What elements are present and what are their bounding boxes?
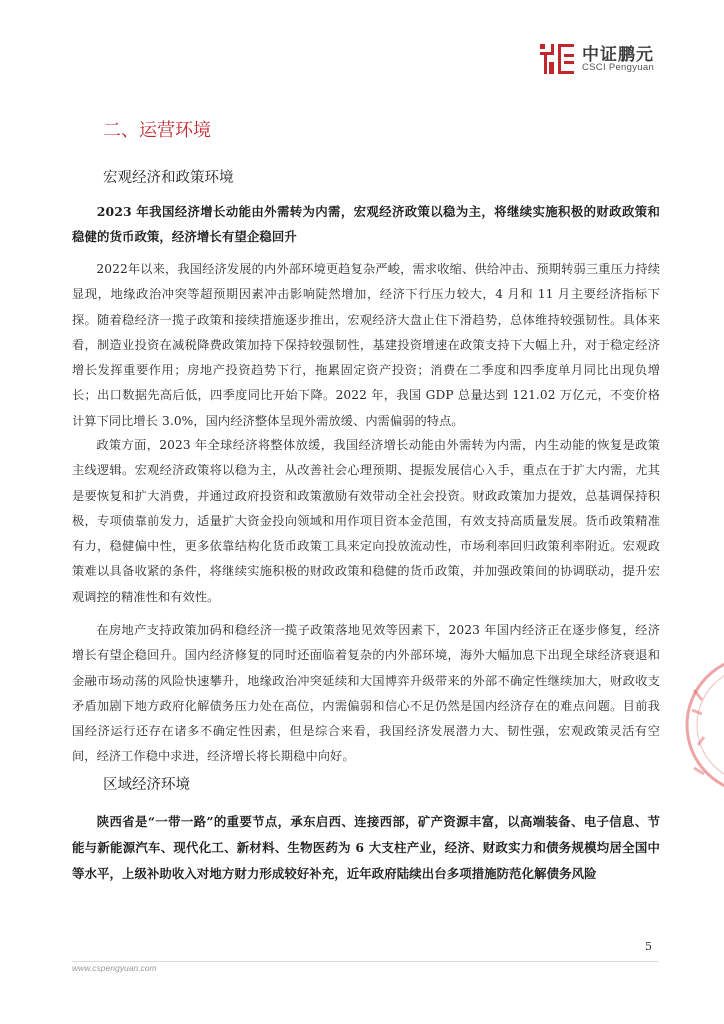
section-title: 二、运营环境 (103, 120, 211, 141)
seal-stamp-icon (680, 650, 724, 800)
footer-divider (72, 961, 658, 962)
logo-mark-icon (538, 40, 578, 76)
macro-paragraph-2: 政策方面，2023 年全球经济将整体放缓，我国经济增长动能由外需转为内需，内生动能的恢复是政策主线逻辑。宏观经济政策将以稳为主，从改善社会心理预期、提振发展信心入手，重点在于扩大内需，尤其是要恢复和扩大消费，并通过政府投资和政策激励有效带动全社会投资。财政政策加力提效，总基调保持积极，专项债靠前发力，适量扩大资金投向领域和用作项目资本金范围，有效支持高质量发展。货币政策精准有力，稳健偏中性，更多依靠结构化货币政策工具来定向投放流动性，市场利率回归政策利率附近。宏观政策难以具备收紧的条件，将继续实施积极的财政政策和稳健的货币政策，并加强政策间的协调联动，提升宏观调控的精准性和有效性。 (72, 438, 660, 604)
regional-subsection-title: 区域经济环境 (103, 777, 190, 793)
macro-summary: 2023 年我国经济增长动能由外需转为内需，宏观经济政策以稳为主，将继续实施积极的财政政策和稳健的货币政策，经济增长有望企稳回升 (72, 204, 660, 245)
company-logo (538, 40, 678, 76)
macro-paragraph-3: 在房地产支持政策加码和稳经济一揽子政策落地见效等因素下，2023 年国内经济正在逐步修复，经济增长有望企稳回升。国内经济修复的同时还面临着复杂的内外部环境，海外大幅加息下出现全球经济衰退和金融市场动荡的风险快速攀升，地缘政治冲突延续和大国博弈升级带来的外部不确定性继续加大，财政收支矛盾加剧下地方政府化解债务压力处在高位，内需偏弱和信心不足仍然是国内经济存在的难点问题。目前我国经济运行还存在诸多不确定性因素，但是综合来看，我国经济发展潜力大、韧性强，宏观政策灵活有空间，经济工作稳中求进，经济增长将长期稳中向好。 (72, 623, 660, 764)
macro-paragraph-1: 2022年以来，我国经济发展的内外部环境更趋复杂严峻，需求收缩、供给冲击、预期转弱三重压力持续显现，地缘政治冲突等超预期因素冲击影响陡然增加，经济下行压力较大，4 月和 11 月主要经济指标下探。随着稳经济一揽子政策和接续措施逐步推出，宏观经济大盘止住下滑趋势，总体维持较强韧性。具体来看，制造业投资在减税降费政策加持下保持较强韧性，基建投资增速在政策支持下大幅上升，对于稳定经济增长发挥重要作用；房地产投资趋势下行，拖累固定资产投资；消费在二季度和四季度单月同比出现负增长；出口数据先高后低，四季度同比开始下降。2022 年，我国 GDP 总量达到 121.02 万亿元，不变价格计算下同比增长 3.0%，国内经济整体呈现外需放缓、内需偏弱的特点。 (72, 262, 660, 428)
logo-english-name: CSCI Pengyuan (582, 62, 655, 73)
macro-subsection-title: 宏观经济和政策环境 (103, 170, 234, 186)
regional-summary: 陕西省是“一带一路”的重要节点，承东启西、连接西部，矿产资源丰富，以高端装备、电子信息、节能与新能源汽车、现代化工、新材料、生物医药为 6 大支柱产业，经济、财政实力和债务规模均居全国中等水平，上级补助收入对地方财力形成较好补充，近年政府陆续出台多项措施防范化解债务风险 (72, 814, 660, 881)
page-number: 5 (645, 940, 652, 953)
footer-url-link[interactable]: www.cspengyuan.com (72, 963, 157, 973)
logo-chinese-name: 中证鹏元 (582, 45, 654, 65)
